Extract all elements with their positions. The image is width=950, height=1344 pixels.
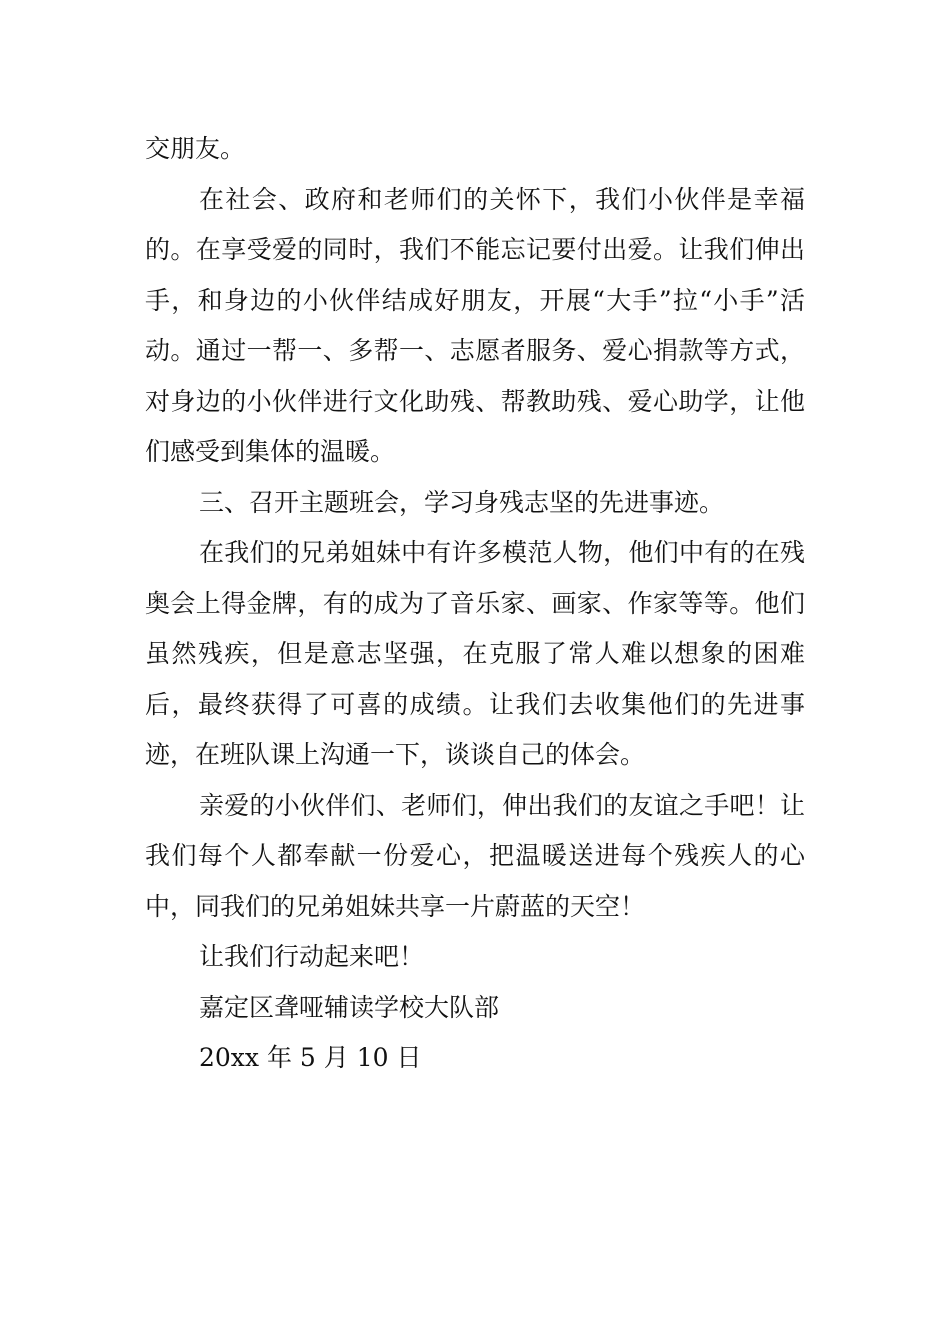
section-heading-class-meeting: 三、召开主题班会，学习身残志坚的先进事迹。 (199, 487, 725, 517)
signature-date: 20xx 年 5 月 10 日 (199, 1043, 422, 1072)
paragraph-call-to-action: 让我们行动起来吧！ (199, 942, 425, 971)
document-page (145, 124, 805, 1084)
paragraph-continuation: 交朋友。 (145, 134, 246, 163)
paragraph-care-and-love: 在社会、政府和老师们的关怀下，我们小伙伴是幸福的。在享受爱的同时，我们不能忘记要付出爱。让我们伸出手，和身边的小伙伴结成好朋友，开展“大手”拉“小手”活动。通过一帮一、多帮一、志愿者服务、爱心捐款等方式，对身边的小伙伴进行文化助残、帮教助残、爱心助学，让他们感受到集体的温暖。 (145, 184, 805, 466)
signature-organization: 嘉定区聋哑辅读学校大队部 (199, 992, 500, 1022)
paragraph-appeal: 亲爱的小伙伴们、老师们，伸出我们的友谊之手吧！让我们每个人都奉献一份爱心，把温暖送进每个残疾人的心中，同我们的兄弟姐妹共享一片蔚蓝的天空！ (145, 790, 805, 921)
paragraph-role-models: 在我们的兄弟姐妹中有许多模范人物，他们中有的在残奥会上得金牌，有的成为了音乐家、画家、作家等等。他们虽然残疾，但是意志坚强，在克服了常人难以想象的困难后，最终获得了可喜的成绩。让我们去收集他们的先进事迹，在班队课上沟通一下，谈谈自己的体会。 (145, 538, 805, 769)
